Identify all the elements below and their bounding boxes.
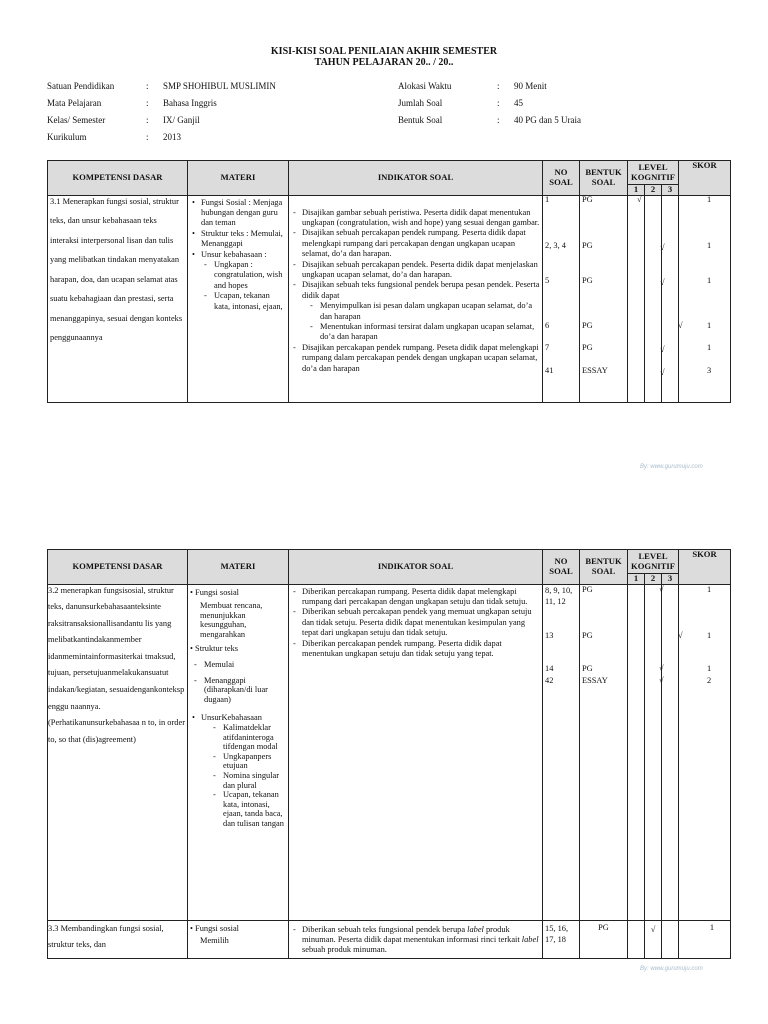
meta-label: Satuan Pendidikan — [47, 81, 115, 91]
indikator-item — [302, 925, 540, 956]
indikator-text: sebuah produk minuman. — [302, 945, 387, 955]
bentuk-soal: PG — [582, 343, 593, 352]
meta-value: 45 — [514, 98, 523, 108]
no-soal: 41 — [545, 366, 554, 375]
check-mark: √ — [678, 631, 683, 640]
skor-value: 1 — [709, 922, 715, 932]
kisi-table-2 — [47, 549, 731, 959]
indikator-cell — [289, 584, 543, 920]
check-mark: √ — [659, 585, 664, 594]
level-1-cell — [628, 584, 645, 920]
skor-value: 1 — [707, 664, 712, 673]
level-3-header: 3 — [662, 574, 679, 585]
header-row — [48, 161, 731, 185]
no-soal: 8, 9, 10, 11, 12 — [545, 586, 573, 606]
indikator-cell — [289, 195, 543, 402]
materi-subitem: - Ungkapanpers etujuan — [223, 752, 286, 771]
meta-sep: : — [146, 98, 149, 108]
level-2-header: 2 — [645, 574, 662, 585]
check-mark: √ — [659, 664, 664, 673]
kd-cell — [48, 195, 188, 402]
indikator-text: label — [521, 934, 539, 944]
materi-desc: Memilih — [200, 935, 229, 945]
check-mark: √ — [660, 243, 665, 252]
bentuk-soal: PG — [582, 321, 593, 330]
materi-subitem: - Memulai — [204, 660, 286, 670]
materi-item: • Fungsi Sosial : Menjaga hubungan dengan guru dan teman — [201, 198, 286, 229]
skor-value: 1 — [707, 321, 712, 330]
meta-sep: : — [497, 98, 500, 108]
check-mark: √ — [678, 321, 683, 330]
bentuk-soal: ESSAY — [582, 366, 608, 375]
table-row — [48, 920, 731, 958]
materi-label: Fungsi sosial — [195, 587, 240, 597]
skor-value: 1 — [707, 585, 712, 594]
materi-cell — [188, 584, 289, 920]
no-soal: 6 — [545, 321, 550, 330]
kd-text: 3.3 Membandingkan fungsi sosial, struktur teks, dan — [48, 923, 164, 949]
meta-label: Kelas/ Semester — [47, 115, 106, 125]
col-skor-header: SKOR — [679, 161, 731, 196]
materi-item — [190, 644, 286, 654]
level-2-cell — [645, 584, 662, 920]
materi-label: Fungsi sosial — [195, 923, 240, 933]
watermark: By: www.gurumuju.com — [640, 464, 703, 470]
materi-subitem: - Nomina singular dan plural — [223, 771, 286, 790]
bentuk-soal: ESSAY — [582, 676, 608, 685]
header-row — [48, 550, 731, 574]
materi-label: Struktur teks — [195, 644, 239, 654]
check-mark: √ — [637, 195, 642, 204]
indikator-text: produk minuman. Peserta didik dapat menentukan informasi rinci terkait — [302, 924, 522, 944]
indikator-item: - Disajikan percakapan pendek rumpang. Peseta didik dapat melengkapi rumpang dalam percakapan pendek dengan ungkapan ucapan selamat, do’a dan harapan — [302, 343, 540, 374]
col-no-soal-header: NO SOAL — [543, 161, 580, 196]
bullet-icon: • — [190, 644, 196, 654]
skor-value: 1 — [707, 241, 712, 250]
materi-subitem: - Ungkapan : congratulation, wish and hopes — [214, 260, 286, 291]
meta-label: Kurikulum — [47, 132, 87, 142]
col-bentuk-header: BENTUK SOAL — [580, 550, 628, 585]
meta-label: Jumlah Soal — [398, 98, 443, 108]
document-year: TAHUN PELAJARAN 20.. / 20.. — [314, 57, 454, 68]
kd-text: 3.1 Menerapkan fungsi sosial, struktur teks, dan unsur kebahasaan teks interaksi interpersonal lisan dan tulis yang melibatkan tindakan menyatakan harapan, doa, dan ucapan selamat atas suatu kebahagiaan dan prestasi, serta menanggapinya, sesuai dengan konteks penggunaannya — [50, 196, 183, 342]
materi-desc: Membuat rencana, menunjukkan kesungguhan, mengarahkan — [200, 601, 263, 639]
level-1-header: 1 — [628, 574, 645, 585]
indikator-item: - Disajikan gambar sebuah peristiwa. Peserta didik dapat menentukan ungkapan (congratulation, wish and hope) yang sesuai dengan gambar. — [302, 208, 540, 229]
materi-cell — [188, 195, 289, 402]
meta-value: Bahasa Inggris — [163, 98, 217, 108]
meta-label: Bentuk Soal — [398, 115, 443, 125]
bentuk-soal: PG — [582, 585, 593, 594]
level-2-cell — [645, 920, 662, 958]
meta-value: IX/ Ganjil — [163, 115, 200, 125]
bentuk-cell — [580, 920, 628, 958]
bentuk-soal: PG — [582, 241, 593, 250]
no-soal: 7 — [545, 343, 550, 352]
col-materi-header: MATERI — [188, 161, 289, 196]
level-1-header: 1 — [628, 185, 645, 196]
materi-label: Unsur kebahasaan : — [201, 249, 267, 259]
bullet-icon: • — [190, 587, 196, 597]
skor-value: 1 — [707, 276, 712, 285]
meta-value: 90 Menit — [514, 81, 547, 91]
watermark: By: www.gurumuju.com — [640, 966, 703, 972]
bullet-icon: • — [190, 923, 196, 933]
indikator-text: Diberikan sebuah teks fungsional pendek berupa — [302, 924, 468, 934]
materi-subitem: - Kalimatdeklar atifdaninteroga tifdengan modal — [223, 723, 286, 752]
no-soal: 15, 16, 17, 18 — [545, 923, 569, 944]
check-mark: √ — [660, 345, 665, 354]
col-kd-header: KOMPETENSI DASAR — [48, 161, 188, 196]
table-row — [48, 195, 731, 402]
indikator-item: - Diberikan percakapan rumpang. Peserta didik dapat melengkapi rumpang dari percakapan dengan ungkapan setuju dan tidak setuju. — [302, 587, 540, 608]
col-skor-header: SKOR — [679, 550, 731, 585]
materi-cell — [188, 920, 289, 958]
col-no-soal-header: NO SOAL — [543, 550, 580, 585]
check-mark: √ — [650, 924, 656, 934]
skor-cell — [679, 584, 731, 920]
level-3-cell — [662, 920, 679, 958]
level-3-cell — [662, 584, 679, 920]
kd-cell — [48, 920, 188, 958]
level-2-cell — [645, 195, 662, 402]
meta-sep: : — [146, 115, 149, 125]
bentuk-soal: PG — [598, 922, 609, 932]
skor-cell — [679, 920, 731, 958]
kd-text: 3.2 menerapkan fungsisosial, struktur teks, danunsurkebahasaanteksinte raksitransaksionallisandantu lis yang melibatkantindakanmember idanmemintainformasiterkai tmaksud, tujuan, persetujuanmelakukansuatut indakan/kegiatan, sesuaidengankonteksp enggu naannya. (Perhatikanunsurkebahasaa n to, in order to, so that (dis)agreement) — [48, 585, 185, 744]
col-bentuk-header: BENTUK SOAL — [580, 161, 628, 196]
indikator-item: - Disajikan sebuah percakapan pendek rumpang. Peserta didik dapat melengkapi rumpang dari percakapan dengan ungkapan ucapan selamat, do’a dan harapan. — [302, 228, 540, 259]
no-soal-cell — [543, 920, 580, 958]
materi-item — [190, 923, 286, 935]
no-soal: 13 — [545, 631, 554, 640]
col-indikator-header: INDIKATOR SOAL — [289, 550, 543, 585]
meta-sep: : — [497, 81, 500, 91]
no-soal: 42 — [545, 676, 554, 685]
meta-sep: : — [146, 132, 149, 142]
materi-subitem: - Menanggapi (diharapkan/di luar dugaan) — [204, 676, 286, 705]
no-soal: 1 — [545, 195, 550, 204]
indikator-subitem: - Menyimpulkan isi pesan dalam ungkapan ucapan selamat, do’a dan harapan — [320, 301, 540, 322]
materi-subitem: - Ucapan, tekanan kata, intonasi, ejaan, tanda baca, dan tulisan tangan — [223, 790, 286, 828]
indikator-item: - Disajikan sebuah percakapan pendek. Peserta didik dapat menjelaskan ungkapan ucapan selamat, do’a dan harapan. — [302, 260, 540, 281]
indikator-text: Disajikan sebuah teks fungsional pendek berupa pesan pendek. Peserta didik dapat — [302, 280, 540, 300]
kd-cell — [48, 584, 188, 920]
document-title: KISI-KISI SOAL PENILAIAN AKHIR SEMESTER — [270, 46, 498, 57]
no-soal: 14 — [545, 664, 554, 673]
indikator-item: - Diberikan sebuah percakapan pendek yang memuat ungkapan setuju dan tidak setuju. Peserta didik dapat menentukan kesimpulan yang tepat dari ungkapan setuju dan tidak setuju. — [302, 607, 540, 638]
no-soal: 5 — [545, 276, 550, 285]
indikator-item — [302, 280, 540, 342]
materi-item — [201, 713, 286, 828]
col-kd-header: KOMPETENSI DASAR — [48, 550, 188, 585]
col-level-header: LEVEL KOGNITIF — [628, 550, 679, 574]
skor-value: 3 — [707, 366, 712, 375]
meta-sep: : — [146, 81, 149, 91]
skor-value: 1 — [707, 195, 712, 204]
check-mark: √ — [660, 278, 665, 287]
check-mark: √ — [660, 368, 665, 377]
meta-value: 40 PG dan 5 Uraia — [514, 115, 581, 125]
materi-item — [201, 250, 286, 312]
col-materi-header: MATERI — [188, 550, 289, 585]
table-row — [48, 584, 731, 920]
bentuk-soal: PG — [582, 631, 593, 640]
meta-label: Alokasi Waktu — [398, 81, 452, 91]
indikator-item: - Diberikan percakapan pendek rumpang. Peserta didik dapat menentukan ungkapan setuju dan tidak setuju yang tepat. — [302, 639, 540, 660]
materi-label: UnsurKebahasaan — [201, 713, 262, 723]
kisi-table-1 — [47, 160, 731, 403]
materi-subitem: - Ucapan, tekanan kata, intonasi, ejaan, — [214, 291, 286, 312]
level-2-header: 2 — [645, 185, 662, 196]
skor-cell — [679, 195, 731, 402]
skor-value: 1 — [707, 631, 712, 640]
bentuk-soal: PG — [582, 195, 593, 204]
indikator-subitem: - Menentukan informasi tersirat dalam ungkapan ucapan selamat, do’a dan harapan — [320, 322, 540, 343]
bentuk-soal: PG — [582, 664, 593, 673]
meta-label: Mata Pelajaran — [47, 98, 102, 108]
level-3-header: 3 — [662, 185, 679, 196]
no-soal: 2, 3, 4 — [545, 241, 566, 250]
skor-value: 1 — [707, 343, 712, 352]
col-level-header: LEVEL KOGNITIF — [628, 161, 679, 185]
meta-value: SMP SHOHIBUL MUSLIMIN — [163, 81, 276, 91]
materi-item: • Struktur teks : Memulai, Menanggapi — [201, 229, 286, 250]
level-1-cell — [628, 195, 645, 402]
col-indikator-header: INDIKATOR SOAL — [289, 161, 543, 196]
skor-value: 2 — [707, 676, 712, 685]
bentuk-soal: PG — [582, 276, 593, 285]
meta-value: 2013 — [163, 132, 181, 142]
indikator-cell — [289, 920, 543, 958]
indikator-text: label — [467, 924, 484, 934]
materi-item — [190, 588, 286, 598]
meta-sep: : — [497, 115, 500, 125]
check-mark: √ — [659, 676, 664, 685]
level-1-cell — [628, 920, 645, 958]
